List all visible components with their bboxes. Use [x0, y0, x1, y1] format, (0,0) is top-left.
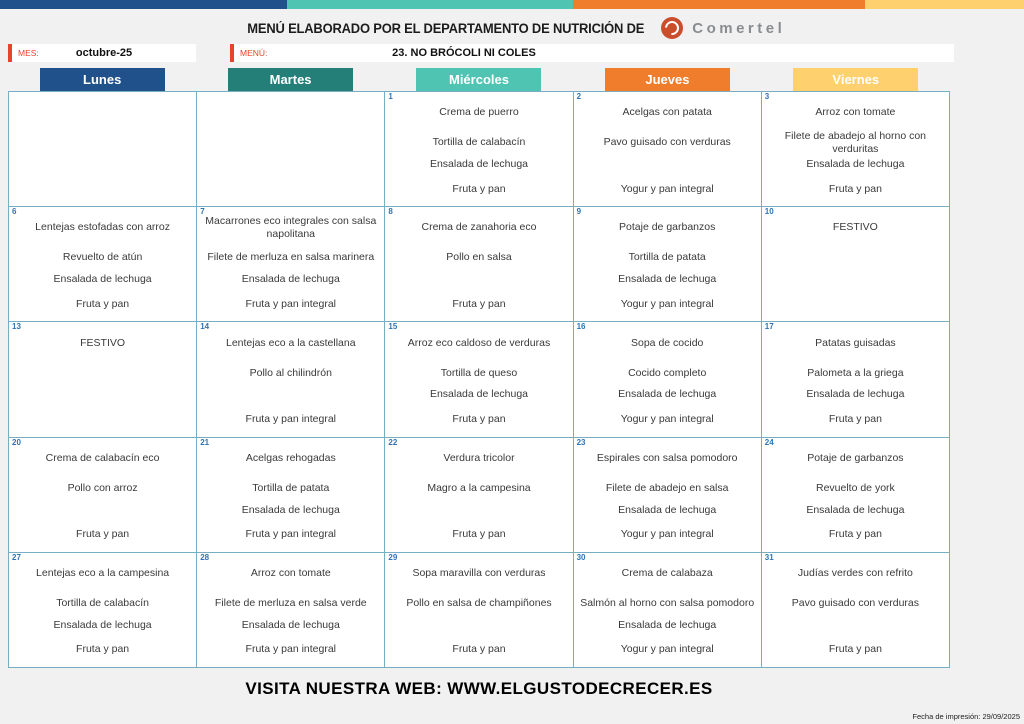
menu-item: Pavo guisado con verduras: [603, 136, 731, 149]
day-number: 9: [576, 207, 582, 217]
calendar-cell: [762, 92, 949, 206]
menu-item: Crema de zanahoria eco: [421, 221, 537, 234]
menu-item: [199, 130, 382, 155]
menu-item: [387, 270, 570, 289]
menu-item: Espirales con salsa pomodoro: [596, 451, 738, 464]
menu-item: Potaje de garbanzos: [619, 221, 716, 234]
menu-item: [576, 155, 759, 174]
menu-item: Filete de abadejo al horno con verduritas: [784, 129, 927, 155]
day-number: 14: [200, 322, 210, 332]
menu-item: Tortilla de calabacín: [56, 596, 149, 609]
day-header-miercoles: [416, 68, 541, 91]
menu-item: FESTIVO: [80, 336, 126, 349]
menu-item: FESTIVO: [832, 221, 878, 234]
day-number: 24: [764, 437, 774, 447]
menu-item: Fruta y pan integral: [245, 297, 337, 310]
menu-item: Patatas guisadas: [815, 336, 896, 349]
segment-mint: [287, 0, 574, 9]
menu-item: Fruta y pan integral: [245, 412, 337, 425]
menu-item: Crema de puerro: [439, 106, 519, 119]
menu-item: Ensalada de lechuga: [53, 273, 152, 286]
day-number: 21: [200, 437, 210, 447]
month-label: MES:: [18, 48, 39, 58]
day-number: 31: [764, 552, 774, 562]
menu-item: [11, 130, 194, 155]
menu-item: [764, 616, 947, 635]
title-bar: [0, 13, 1024, 43]
day-header-label: Viernes: [832, 72, 880, 87]
day-number: 30: [576, 552, 586, 562]
menu-item: [11, 95, 194, 130]
day-header-cell: [762, 68, 950, 91]
menu-item: Filete de merluza en salsa marinera: [207, 251, 375, 264]
menu-value: 23. NO BRÓCOLI NI COLES: [392, 47, 536, 59]
calendar-grid: [8, 91, 950, 668]
website-banner: VISITA NUESTRA WEB: WWW.ELGUSTODECRECER.ES: [245, 679, 713, 698]
menu-item: Arroz eco caldoso de verduras: [407, 336, 551, 349]
menu-item: Pollo con arroz: [67, 481, 138, 494]
menu-item: Lentejas estofadas con arroz: [35, 221, 171, 234]
menu-item: Fruta y pan integral: [245, 528, 337, 541]
menu-item: Yogur y pan integral: [620, 643, 714, 656]
menu-item: Fruta y pan: [452, 297, 506, 310]
menu-item: [11, 501, 194, 520]
menu-item: Fruta y pan: [452, 643, 506, 656]
menu-item: Ensalada de lechuga: [618, 503, 717, 516]
menu-item: Fruta y pan: [828, 182, 882, 195]
menu-item: Palometa a la griega: [807, 366, 904, 379]
calendar-cell: [385, 207, 572, 321]
menu-item: Ensalada de lechuga: [429, 158, 529, 171]
comertel-logo-icon: [661, 17, 683, 39]
menu-item: Magro a la campesina: [427, 481, 531, 494]
day-header-cell: [573, 68, 761, 91]
calendar-cell: [197, 92, 384, 206]
day-number: 27: [12, 552, 21, 562]
month-field: [8, 44, 196, 62]
menu-item: [11, 174, 194, 205]
calendar-cell: [574, 322, 761, 436]
day-number: 2: [576, 92, 582, 101]
calendar-cell: [9, 553, 196, 667]
menu-item: Fruta y pan: [828, 412, 882, 425]
print-date: Fecha de impresión: 29/09/2025: [912, 712, 1020, 721]
menu-item: Tortilla de patata: [252, 481, 330, 494]
menu-item: Crema de calabacín eco: [45, 451, 160, 464]
menu-item: Yogur y pan integral: [620, 297, 714, 310]
menu-field: [230, 44, 954, 62]
calendar-cell: [197, 207, 384, 321]
menu-item: Sopa maravilla con verduras: [412, 566, 546, 579]
day-number: 22: [388, 437, 398, 447]
menu-item: Cocido completo: [628, 366, 707, 379]
menu-item: Ensalada de lechuga: [429, 388, 529, 401]
menu-item: Ensalada de lechuga: [806, 388, 905, 401]
menu-item: Fruta y pan: [828, 528, 882, 541]
menu-item: Verdura tricolor: [443, 451, 515, 464]
calendar-cell: [574, 92, 761, 206]
calendar-cell: [9, 322, 196, 436]
menu-item: Fruta y pan: [452, 412, 506, 425]
day-header-lunes: [40, 68, 165, 91]
day-header-cell: [385, 68, 573, 91]
menu-item: [11, 385, 194, 404]
menu-item: Yogur y pan integral: [620, 412, 714, 425]
calendar-cell: [574, 438, 761, 552]
day-header-viernes: [793, 68, 918, 91]
menu-item: Ensalada de lechuga: [806, 158, 905, 171]
menu-item: Crema de calabaza: [621, 566, 713, 579]
menu-item: Revuelto de atún: [62, 251, 143, 264]
page-title: MENÚ ELABORADO POR EL DEPARTAMENTO DE NUTRICIÓN DE: [246, 20, 644, 36]
menu-item: Acelgas rehogadas: [245, 451, 336, 464]
day-number: 29: [388, 552, 398, 562]
menu-item: [199, 174, 382, 205]
menu-item: Ensalada de lechuga: [618, 618, 717, 631]
top-color-strip: [0, 0, 1024, 9]
menu-item: Fruta y pan: [76, 643, 130, 656]
day-header-label: Lunes: [83, 72, 122, 87]
day-number: 15: [388, 322, 398, 332]
calendar-cell: [762, 207, 949, 321]
day-number: 6: [12, 207, 17, 217]
calendar-cell: [197, 553, 384, 667]
menu-item: Ensalada de lechuga: [241, 503, 340, 516]
day-header-label: Jueves: [645, 72, 690, 87]
day-number: 13: [12, 322, 21, 332]
menu-item: [764, 289, 947, 320]
menu-item: [199, 155, 382, 174]
day-header-cell: [196, 68, 384, 91]
menu-item: [387, 501, 570, 520]
menu-item: [11, 155, 194, 174]
menu-item: Tortilla de queso: [440, 366, 518, 379]
menu-item: [764, 245, 947, 270]
menu-item: Fruta y pan: [452, 182, 506, 195]
day-header-martes: [228, 68, 353, 91]
menu-item: Filete de abadejo en salsa: [605, 481, 729, 494]
menu-item: [11, 360, 194, 385]
calendar-cell: [762, 322, 949, 436]
menu-item: Judías verdes con refrito: [797, 566, 913, 579]
segment-yellow: [865, 0, 1024, 9]
day-number: 3: [764, 92, 770, 101]
brand-name: Comertel: [692, 19, 786, 37]
menu-item: Pollo en salsa de champiñones: [406, 596, 552, 609]
menu-item: Ensalada de lechuga: [241, 618, 340, 631]
menu-item: Pollo al chilindrón: [249, 366, 332, 379]
day-number: 16: [576, 322, 586, 332]
menu-item: Arroz con tomate: [815, 106, 896, 119]
calendar-cell: [762, 438, 949, 552]
day-number: 28: [200, 552, 210, 562]
calendar-cell: [574, 553, 761, 667]
menu-item: Ensalada de lechuga: [806, 503, 905, 516]
calendar-cell: [385, 553, 572, 667]
menu-item: Potaje de garbanzos: [807, 451, 904, 464]
day-header-label: Miércoles: [448, 72, 509, 87]
day-header-cell: [8, 68, 196, 91]
menu-item: [199, 385, 382, 404]
menu-item: Ensalada de lechuga: [618, 388, 717, 401]
menu-item: Yogur y pan integral: [620, 182, 714, 195]
month-value: octubre-25: [75, 47, 133, 59]
day-number: 7: [200, 207, 205, 217]
menu-item: Tortilla de calabacín: [432, 136, 526, 149]
day-header-row: [8, 68, 950, 91]
day-header-jueves: [605, 68, 730, 91]
menu-item: Yogur y pan integral: [620, 528, 714, 541]
menu-item: Filete de merluza en salsa verde: [214, 596, 367, 609]
calendar-cell: [385, 322, 572, 436]
day-number: 20: [12, 437, 21, 447]
calendar-cell: [9, 438, 196, 552]
calendar-cell: [9, 207, 196, 321]
calendar-cell: [762, 553, 949, 667]
calendar-cell: [197, 322, 384, 436]
menu-item: [764, 270, 947, 289]
segment-orange: [573, 0, 865, 9]
menu-item: Lentejas eco a la castellana: [225, 336, 356, 349]
menu-item: Tortilla de patata: [628, 251, 706, 264]
day-number: 23: [576, 437, 586, 447]
menu-item: Sopa de cocido: [631, 336, 704, 349]
day-number: 17: [764, 322, 774, 332]
menu-item: Revuelto de york: [815, 481, 895, 494]
menu-item: Ensalada de lechuga: [53, 618, 152, 631]
menu-item: [199, 95, 382, 130]
menu-item: Macarrones eco integrales con salsa napolitana: [205, 215, 377, 240]
menu-item: Ensalada de lechuga: [241, 273, 340, 286]
day-number: 1: [388, 92, 393, 101]
day-number: 8: [388, 207, 393, 217]
menu-item: Fruta y pan: [76, 528, 130, 541]
menu-item: Fruta y pan: [828, 643, 882, 656]
menu-item: Fruta y pan integral: [245, 643, 337, 656]
calendar-cell: [574, 207, 761, 321]
menu-item: Acelgas con patata: [622, 106, 712, 119]
menu-label: MENÚ:: [240, 48, 268, 58]
calendar-cell: [385, 438, 572, 552]
menu-item: Fruta y pan: [76, 297, 130, 310]
menu-item: [11, 404, 194, 435]
menu-item: Lentejas eco a la campesina: [36, 566, 170, 579]
menu-item: Fruta y pan: [452, 528, 506, 541]
calendar-cell: [385, 92, 572, 206]
menu-item: Pavo guisado con verduras: [791, 596, 920, 609]
menu-item: [387, 616, 570, 635]
menu-item: Pollo en salsa: [446, 251, 512, 264]
day-header-label: Martes: [269, 72, 312, 87]
menu-item: Salmón al horno con salsa pomodoro: [580, 596, 755, 609]
segment-navy: [0, 0, 287, 9]
menu-item: Ensalada de lechuga: [618, 273, 717, 286]
menu-item: Arroz con tomate: [250, 566, 331, 579]
calendar-cell: [9, 92, 196, 206]
calendar-cell: [197, 438, 384, 552]
day-number: 10: [764, 207, 774, 217]
